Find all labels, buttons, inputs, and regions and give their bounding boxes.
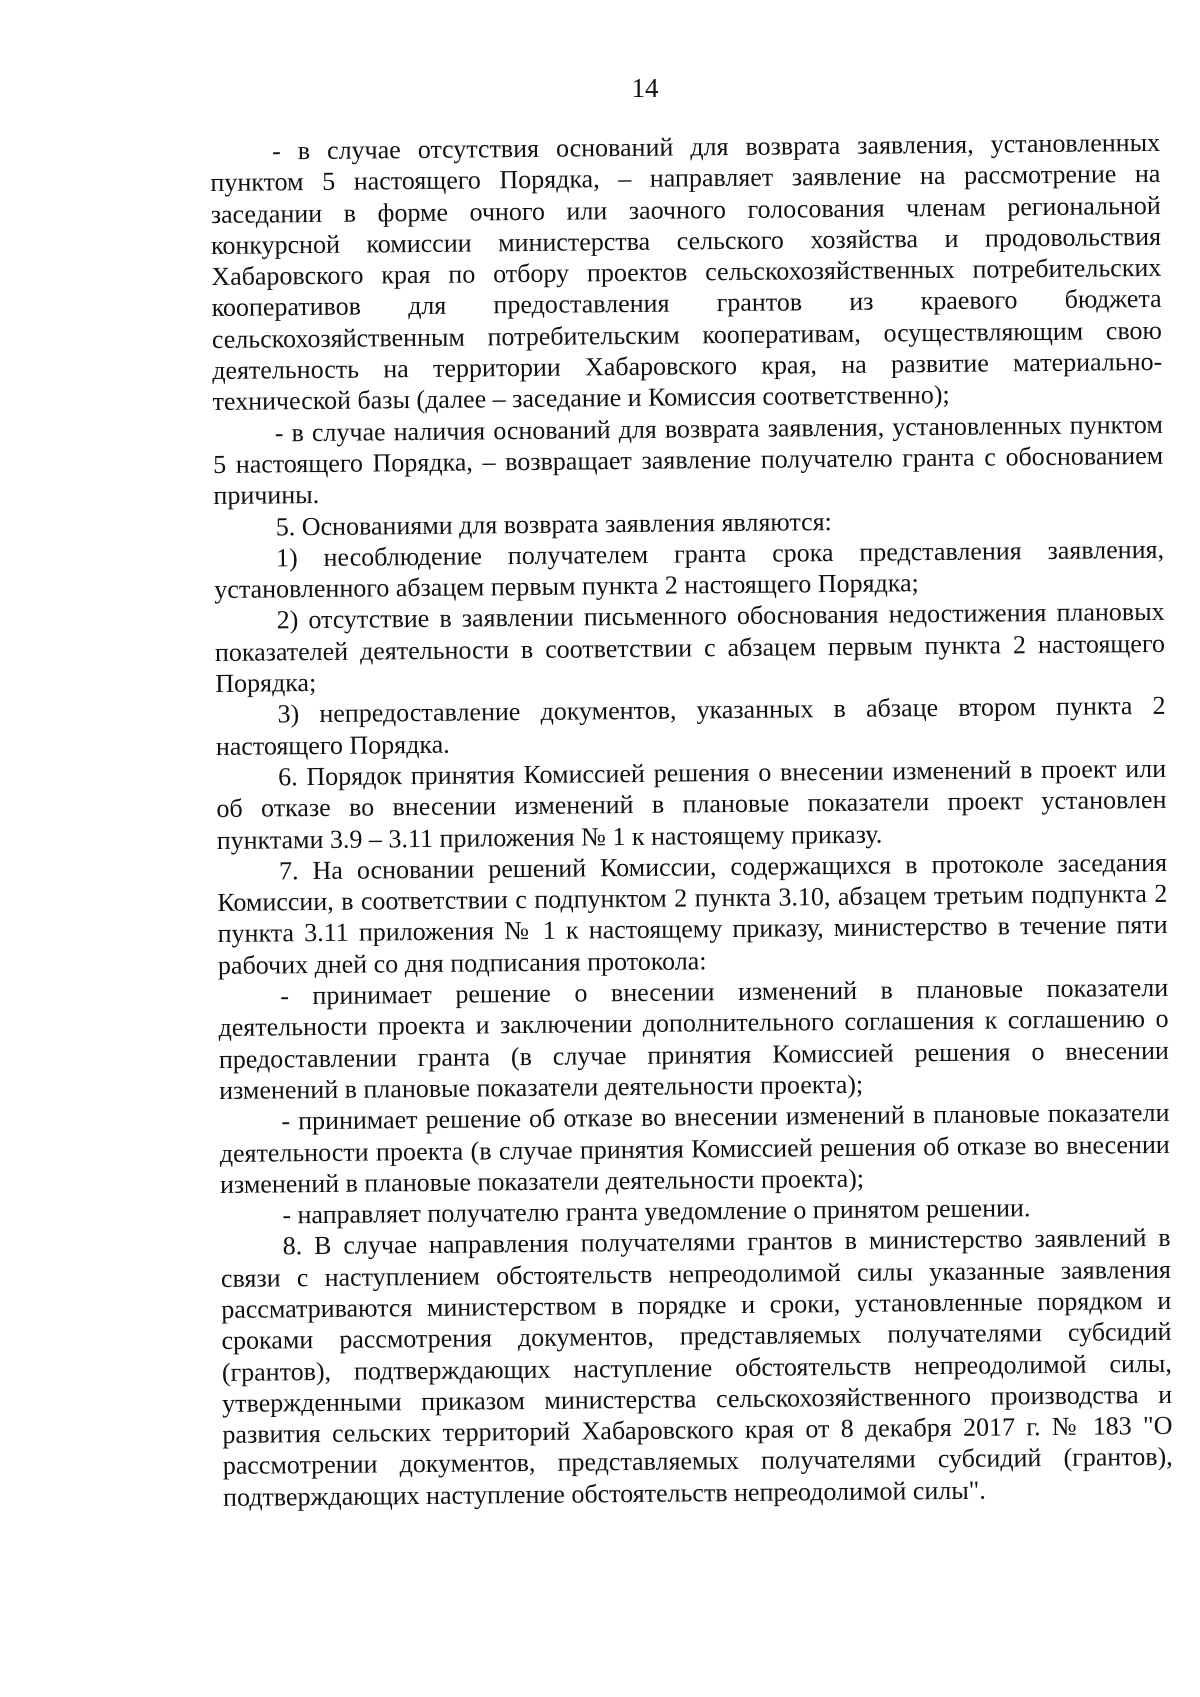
paragraph-no-grounds-forward: - в случае отсутствия оснований для возврата заявления, установленных пунктом 5 настоящего Порядка, – направляет заявление на рассмотрение на заседании в форме очного или заочного голосования членам региональной конкурсной комиссии министерства сельского хозяйства и продовольствия Хабаровского края по отбору проектов сельскохозяйственных потребительских кооперативов для предоставления грантов из краевого бюджета сельскохозяйственным потребительским кооперативам, осуществляющим свою деятельность на территории Хабаровского края, на развитие материально-технической базы (далее – заседание и Комиссия соответственно); [210, 127, 1163, 417]
paragraph-item-5-3: 3) непредоставление документов, указанных в абзаце втором пункта 2 настоящего Порядка. [215, 691, 1166, 761]
paragraph-item-5-heading: 5. Основаниями для возврата заявления являются: [275, 506, 832, 541]
paragraph-item-8: 8. В случае направления получателями грантов в министерство заявлений в связи с наступлением обстоятельств непреодолимой силы указанные заявления рассматриваются министерством в порядке и сроки, установленные порядком и сроками рассмотрения документов, представляемых получателями субсидий (грантов), подтверждающих наступление обстоятельств непреодолимой силы, утвержденными приказом министерства сельскохозяйственного производства и развития сельских территорий Хабаровского края от 8 декабря 2017 г. № 183 "О рассмотрении документов, представляемых получателями субсидий (грантов), подтверждающих наступление обстоятельств непреодолимой силы". [220, 1223, 1173, 1512]
paragraph-item-7-notify: - направляет получателю гранта уведомление о принятом решении. [282, 1193, 1031, 1230]
document-body [210, 127, 1173, 1513]
paragraph-item-7-refuse: - принимает решение об отказе во внесении изменений в плановые показатели деятельности проекта (в случае принятия Комиссией решения об отказе во внесении изменений в плановые показатели деятельности проекта); [219, 1098, 1170, 1199]
paragraph-item-5-2: 2) отсутствие в заявлении письменного обоснования недостижения плановых показателей деятельности в соответствии с абзацем первым пункта 2 настоящего Порядка; [214, 597, 1166, 699]
page-number: 14 [631, 73, 659, 103]
paragraph-item-7-accept: - принимает решение о внесении изменений в плановые показатели деятельности проекта и заключении дополнительного соглашения к соглашению о предоставлении гранта (в случае принятия Комиссией решения о внесении изменений в плановые показатели деятельности проекта); [218, 972, 1169, 1105]
paragraph-item-5-1: 1) несоблюдение получателем гранта срока представления заявления, установленного абзацем первым пункта 2 настоящего Порядка; [214, 534, 1165, 605]
paragraph-item-7: 7. На основании решений Комиссии, содержащихся в протоколе заседания Комиссии, в соответствии с подпунктом 2 пункта 3.10, абзацем третьим подпункта 2 пункта 3.11 приложения № 1 к настоящему приказу, министерство в течение пяти рабочих дней со дня подписания протокола: [217, 847, 1168, 980]
paragraph-item-6: 6. Порядок принятия Комиссией решения о внесении изменений в проект или об отказе во внесении изменений в плановые показатели проект установлен пунктами 3.9 – 3.11 приложения № 1 к настоящему приказу. [216, 753, 1167, 855]
paragraph-grounds-return: - в случае наличия оснований для возврата заявления, установленных пунктом 5 настоящего Порядка, – возвращает заявление получателю гранта с обоснованием причины. [213, 409, 1164, 511]
